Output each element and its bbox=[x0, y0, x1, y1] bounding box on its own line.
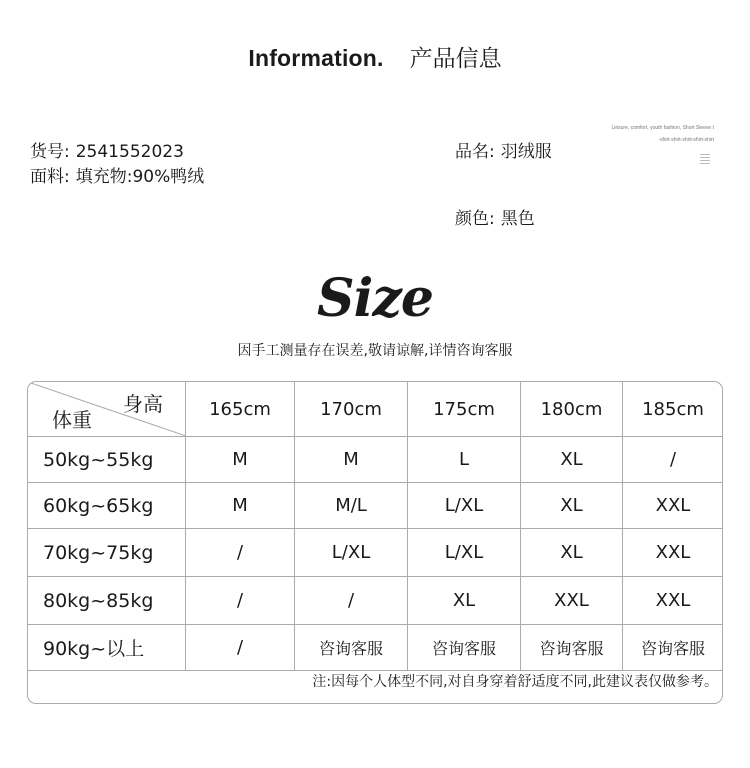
corner-cell bbox=[28, 382, 186, 437]
title-chinese: 产品信息 bbox=[409, 46, 502, 72]
corner-weight-label: 体重 bbox=[52, 408, 92, 432]
size-cell: 咨询客服 bbox=[295, 625, 408, 671]
height-header: 175cm bbox=[408, 382, 521, 437]
page-title bbox=[0, 40, 750, 73]
tagline-line2: -shirt-shirt-shirt-shirt-shirt bbox=[658, 137, 714, 143]
fabric bbox=[30, 162, 204, 187]
size-cell: M bbox=[186, 483, 295, 529]
size-cell: L/XL bbox=[408, 483, 521, 529]
size-cell: / bbox=[186, 577, 295, 625]
size-cell: / bbox=[623, 437, 724, 483]
size-cell: 咨询客服 bbox=[623, 625, 724, 671]
item-number-label: 货号: bbox=[30, 142, 70, 162]
size-cell: XXL bbox=[623, 577, 724, 625]
fabric-value: 填充物:90%鸭绒 bbox=[75, 167, 205, 187]
size-cell: L/XL bbox=[295, 529, 408, 577]
weight-cell: 70kg~75kg bbox=[28, 529, 186, 577]
size-cell: 咨询客服 bbox=[408, 625, 521, 671]
product-name-value: 羽绒服 bbox=[500, 142, 552, 162]
table-row bbox=[28, 625, 724, 671]
size-cell: M bbox=[186, 437, 295, 483]
size-cell: L/XL bbox=[408, 529, 521, 577]
size-cell: XXL bbox=[521, 577, 623, 625]
tagline bbox=[578, 122, 714, 146]
color-label: 颜色: bbox=[455, 209, 495, 229]
size-cell: XXL bbox=[623, 483, 724, 529]
weight-cell: 60kg~65kg bbox=[28, 483, 186, 529]
item-number-value: 2541552023 bbox=[75, 142, 184, 162]
table-footnote: 注:因每个人体型不同,对自身穿着舒适度不同,此建议表仅做参考。 bbox=[312, 674, 718, 690]
size-cell: M bbox=[295, 437, 408, 483]
product-name-label: 品名: bbox=[455, 142, 495, 162]
size-title: Size bbox=[317, 268, 433, 329]
size-cell: XL bbox=[521, 437, 623, 483]
size-cell: L bbox=[408, 437, 521, 483]
height-header: 170cm bbox=[295, 382, 408, 437]
measurement-note: 因手工测量存在误差,敬请谅解,详情咨询客服 bbox=[237, 343, 513, 359]
size-table bbox=[27, 381, 723, 704]
size-cell: XL bbox=[521, 529, 623, 577]
menu-icon bbox=[700, 154, 710, 166]
size-cell: XL bbox=[408, 577, 521, 625]
corner-height-label: 身高 bbox=[123, 392, 163, 416]
height-header: 185cm bbox=[623, 382, 724, 437]
product-name bbox=[455, 137, 552, 162]
weight-cell: 90kg~以上 bbox=[28, 625, 186, 671]
size-cell: / bbox=[295, 577, 408, 625]
weight-cell: 80kg~85kg bbox=[28, 577, 186, 625]
size-cell: M/L bbox=[295, 483, 408, 529]
size-chart-table bbox=[27, 381, 723, 671]
table-row bbox=[28, 529, 724, 577]
height-header: 180cm bbox=[521, 382, 623, 437]
title-english: Information. bbox=[248, 45, 384, 71]
tagline-line1: Leisure, comfort, youth fashion, Short Sleeve t bbox=[611, 125, 714, 131]
item-number bbox=[30, 137, 184, 162]
height-header: 165cm bbox=[186, 382, 295, 437]
table-row bbox=[28, 577, 724, 625]
size-cell: 咨询客服 bbox=[521, 625, 623, 671]
table-row bbox=[28, 437, 724, 483]
color bbox=[455, 204, 535, 229]
size-cell: / bbox=[186, 529, 295, 577]
fabric-label: 面料: bbox=[30, 167, 70, 187]
color-value: 黑色 bbox=[500, 209, 535, 229]
size-cell: XXL bbox=[623, 529, 724, 577]
table-row bbox=[28, 483, 724, 529]
size-cell: XL bbox=[521, 483, 623, 529]
size-cell: / bbox=[186, 625, 295, 671]
weight-cell: 50kg~55kg bbox=[28, 437, 186, 483]
table-header-row bbox=[28, 382, 724, 437]
